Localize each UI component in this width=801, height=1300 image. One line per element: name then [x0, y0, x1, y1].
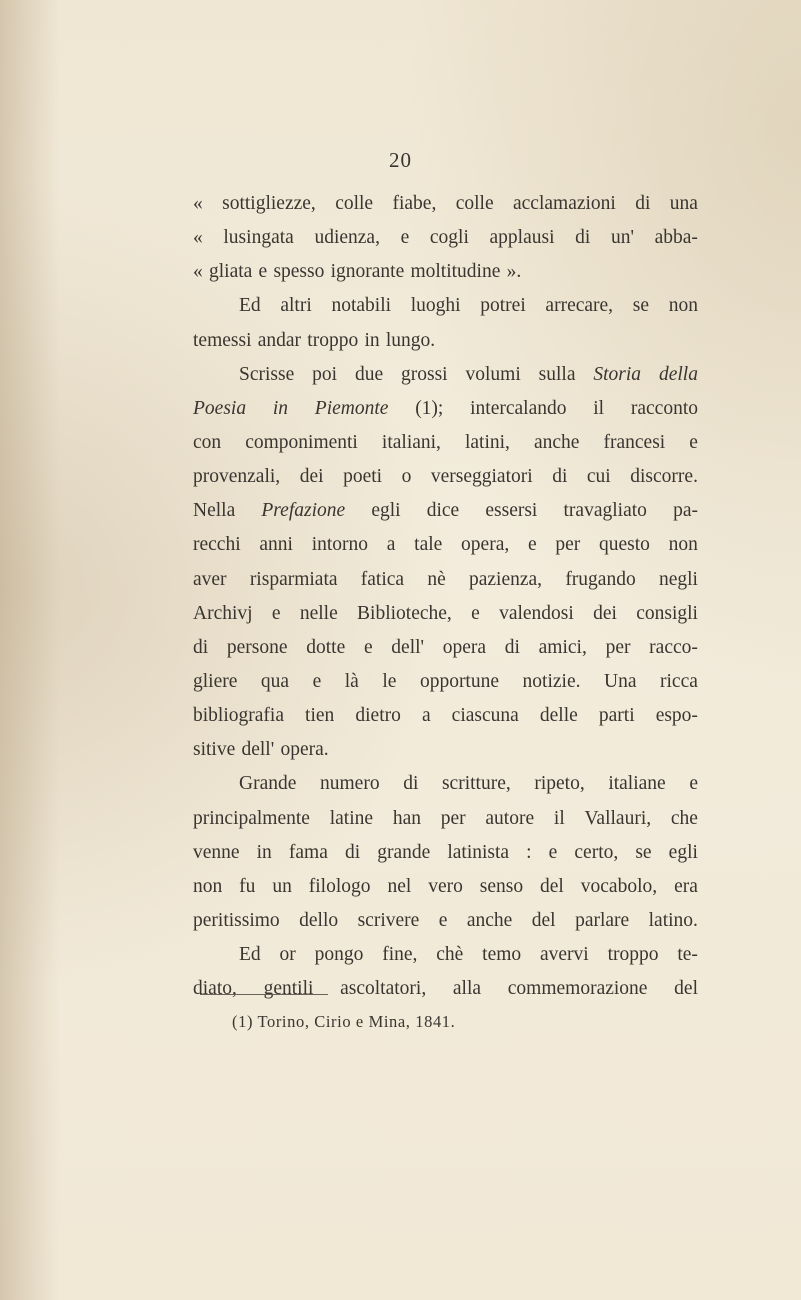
- text-line: bibliografia tien dietro a ciascuna delle parti espo-: [193, 705, 698, 727]
- text-line: « sottigliezze, colle fiabe, colle acclamazioni di una: [193, 193, 698, 214]
- text-line: « gliata e spesso ignorante moltitudine ».: [193, 261, 522, 283]
- text-line: Grande numero di scritture, ripeto, italiane e: [239, 773, 698, 795]
- text-line: temessi andar troppo in lungo.: [193, 329, 436, 351]
- text-line: di persone dotte e dell' opera di amici, per racco-: [193, 636, 698, 658]
- text-line: « lusingata udienza, e cogli applausi di un' abba-: [193, 227, 698, 249]
- text-line: Ed altri notabili luoghi potrei arrecare, se non: [239, 295, 698, 317]
- text-line: Archivj e nelle Biblioteche, e valendosi dei consigli: [193, 602, 698, 624]
- text-line: peritissimo dello scrivere e anche del parlare latino.: [193, 909, 698, 931]
- text-line: Ed or pongo fine, chè temo avervi troppo te-: [239, 944, 698, 966]
- text-line: recchi anni intorno a tale opera, e per questo non: [193, 534, 698, 556]
- text-line: Scrisse poi due grossi volumi sulla Storia della: [239, 363, 698, 385]
- text-line: venne in fama di grande latinista : e certo, se egli: [193, 841, 698, 863]
- text-line: con componimenti italiani, latini, anche francesi e: [193, 431, 698, 453]
- page-number: 20: [389, 148, 412, 172]
- page-gutter-shadow: [0, 0, 60, 1300]
- text-line: Poesia in Piemonte (1); intercalando il racconto: [193, 397, 698, 419]
- footnote-separator: [200, 994, 328, 995]
- body-text: [193, 187, 698, 1006]
- text-line: provenzali, dei poeti o verseggiatori di cui discorre.: [193, 466, 698, 488]
- text-line: aver risparmiata fatica nè pazienza, frugando negli: [193, 568, 698, 590]
- text-line: Nella Prefazione egli dice essersi travagliato pa-: [193, 500, 698, 522]
- text-line: non fu un filologo nel vero senso del vocabolo, era: [193, 875, 698, 897]
- text-line: principalmente latine han per autore il Vallauri, che: [193, 807, 698, 829]
- text-line: diato, gentili ascoltatori, alla commemorazione del: [193, 978, 698, 1000]
- text-line: sitive dell' opera.: [193, 739, 329, 761]
- footnote: (1) Torino, Cirio e Mina, 1841.: [232, 1012, 456, 1031]
- text-line: gliere qua e là le opportune notizie. Una ricca: [193, 670, 698, 692]
